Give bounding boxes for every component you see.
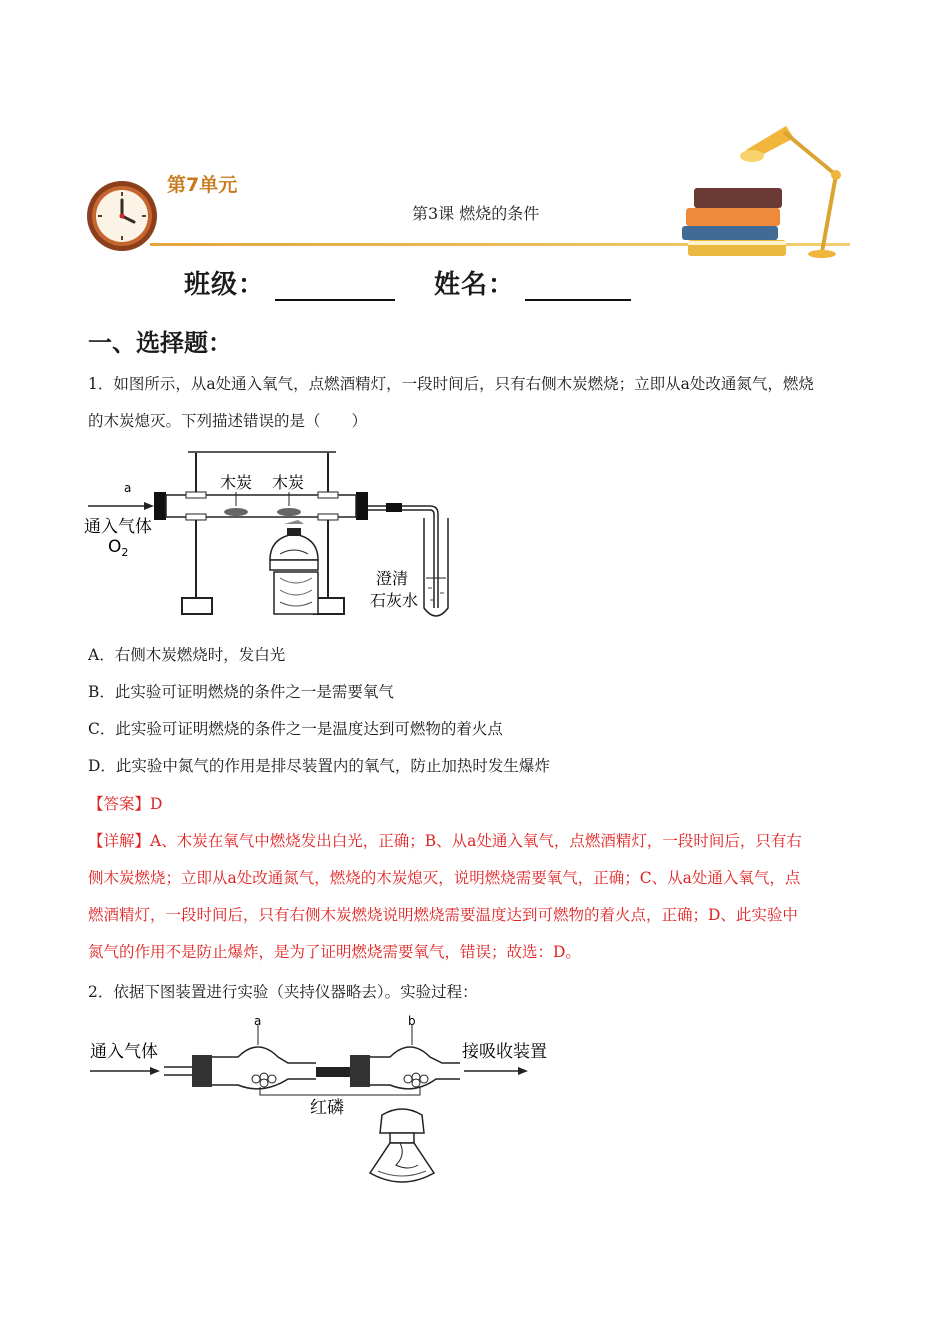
name-field <box>434 264 631 301</box>
question-1-line-2: 的木炭熄灭。下列描述错误的是（ ） <box>88 412 368 430</box>
name-label: 姓名： <box>434 270 516 300</box>
label-charcoal-right: 木炭 <box>272 473 305 492</box>
option-b: B．此实验可证明燃烧的条件之一是需要氧气 <box>88 683 394 701</box>
class-blank <box>275 273 395 301</box>
answer <box>88 786 162 823</box>
label-limewater-1: 澄清 <box>376 569 409 588</box>
explain-label: 【详解】 <box>88 832 151 850</box>
explain-line-4: 氮气的作用不是防止爆炸，是为了证明燃烧需要氧气，错误；故选：D。 <box>88 943 581 961</box>
class-label: 班级： <box>184 270 266 300</box>
label-inlet-2: 通入气体 <box>90 1042 158 1062</box>
answer-value: D <box>150 795 163 813</box>
label-limewater-2: 石灰水 <box>370 591 419 610</box>
label-outlet-2: 接吸收装置 <box>462 1042 547 1062</box>
explanation <box>88 823 868 971</box>
unit-title: 第7单元 <box>167 174 238 196</box>
class-field <box>184 264 395 301</box>
label-a-2: a <box>254 1015 262 1028</box>
explain-line-3: 燃酒精灯，一段时间后，只有右侧木炭燃烧说明燃烧需要温度达到可燃物的着火点，正确；D、此实验中 <box>88 906 798 924</box>
answer-label: 【答案】 <box>88 795 151 813</box>
question-2-figure <box>88 1015 558 1205</box>
option-d: D．此实验中氮气的作用是排尽装置内的氧气，防止加热时发生爆炸 <box>88 757 550 775</box>
label-red-phosphorus: 红磷 <box>310 1098 344 1118</box>
question-1-figure <box>84 448 464 623</box>
question-2-stem: 2．依据下图装置进行实验（夹持仪器略去）。实验过程： <box>88 983 478 1001</box>
explain-line-1: A、木炭在氧气中燃烧发出白光，正确；B、从a处通入氧气，点燃酒精灯，一段时间后，只有右 <box>150 832 802 850</box>
label-charcoal-left: 木炭 <box>220 473 253 492</box>
option-c: C．此实验可证明燃烧的条件之一是温度达到可燃物的着火点 <box>88 720 503 738</box>
label-a: a <box>124 481 132 495</box>
label-b-2: b <box>408 1015 416 1028</box>
books-lamp-icon <box>676 120 856 260</box>
section-title: 一、选择题： <box>88 328 232 357</box>
question-1-line-1: 1．如图所示，从a处通入氧气，点燃酒精灯，一段时间后，只有右侧木炭燃烧；立即从a处改通氮气，燃烧 <box>88 375 814 393</box>
name-blank <box>525 273 631 301</box>
lesson-title: 第3课 燃烧的条件 <box>412 204 540 223</box>
question-1-stem <box>88 366 868 440</box>
label-o2: $O_2$ <box>108 537 129 559</box>
label-inlet: 通入气体 <box>84 517 152 537</box>
option-a: A．右侧木炭燃烧时，发白光 <box>88 646 286 664</box>
explain-line-2: 侧木炭燃烧；立即从a处改通氮气，燃烧的木炭熄灭，说明燃烧需要氧气，正确；C、从a处通入氧气，点 <box>88 869 801 887</box>
